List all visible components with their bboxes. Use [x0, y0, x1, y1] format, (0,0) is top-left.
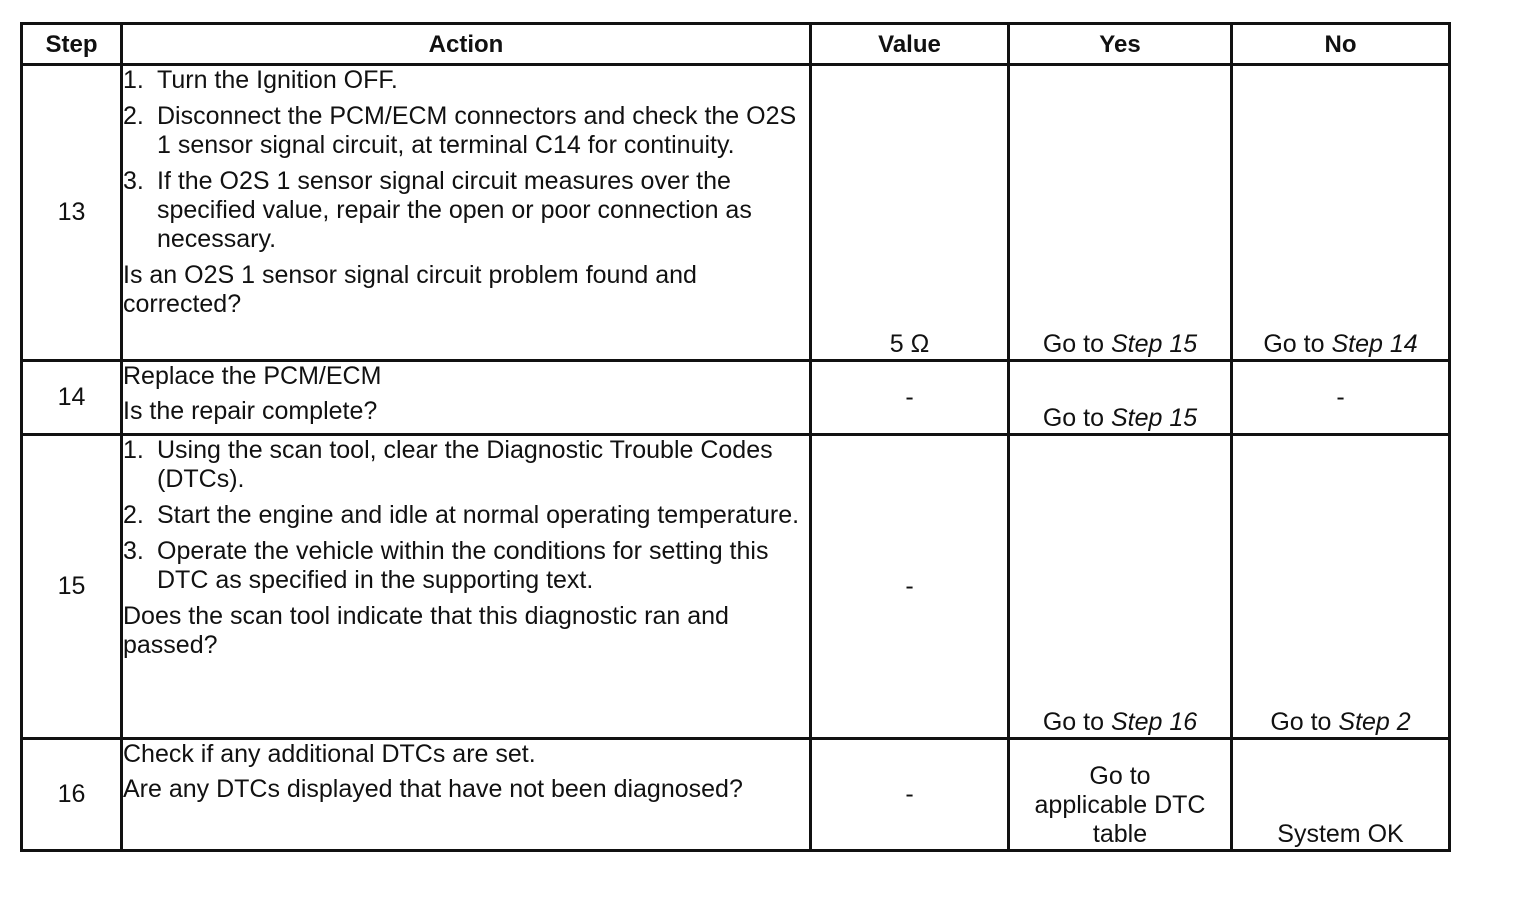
step-number: 16: [22, 739, 122, 851]
yes-step-ref: Step 16: [1110, 708, 1198, 736]
diagnostic-table: [20, 22, 1451, 852]
list-item: 3. Operate the vehicle within the conditions for setting this DTC as specified in the supporting text.: [123, 537, 769, 594]
list-item: 1. Using the scan tool, clear the Diagnostic Trouble Codes (DTCs).: [123, 436, 773, 493]
step-number: 13: [22, 65, 122, 361]
table-row-step-15: [22, 435, 1450, 739]
action-cell: [122, 361, 811, 435]
yes-cell: [1009, 361, 1232, 435]
step-number: 15: [22, 435, 122, 739]
action-list: [123, 66, 809, 254]
no-prefix: Go to: [1263, 330, 1332, 358]
list-item: 2. Start the engine and idle at normal operating temperature.: [123, 501, 800, 529]
no-cell: System OK: [1232, 739, 1450, 851]
action-question: Is an O2S 1 sensor signal circuit problem found and corrected?: [123, 261, 697, 318]
action-line: Check if any additional DTCs are set.: [123, 740, 536, 768]
value-cell: -: [811, 739, 1009, 851]
action-question: Does the scan tool indicate that this diagnostic ran and passed?: [123, 602, 729, 659]
yes-step-ref: Step 15: [1110, 330, 1198, 358]
yes-prefix: Go to: [1042, 708, 1111, 736]
header-value: Value: [811, 24, 1009, 65]
no-step-ref: Step 14: [1331, 330, 1418, 358]
action-line: Replace the PCM/ECM: [123, 362, 382, 390]
no-prefix: Go to: [1270, 708, 1339, 736]
header-action: Action: [122, 24, 811, 65]
no-cell: [1232, 65, 1450, 361]
yes-prefix: Go to: [1042, 404, 1111, 432]
value-cell: -: [811, 361, 1009, 435]
list-item: 2. Disconnect the PCM/ECM connectors and check the O2S 1 sensor signal circuit, at terminal C14 for continuity.: [123, 102, 797, 159]
value-cell: 5 Ω: [811, 65, 1009, 361]
yes-cell: Go to applicable DTC table: [1009, 739, 1232, 851]
table-row-step-16: [22, 739, 1450, 851]
no-step-ref: Step 2: [1338, 708, 1411, 736]
list-item: 1. Turn the Ignition OFF.: [123, 66, 398, 94]
action-question: Is the repair complete?: [123, 397, 378, 425]
header-no: No: [1232, 24, 1450, 65]
yes-prefix: Go to: [1042, 330, 1111, 358]
list-item: 3. If the O2S 1 sensor signal circuit measures over the specified value, repair the open or poor connection as necessary.: [123, 167, 752, 253]
table-header-row: [22, 24, 1450, 65]
action-cell: [122, 65, 811, 361]
yes-step-ref: Step 15: [1110, 404, 1198, 432]
action-list: [123, 436, 809, 595]
action-cell: [122, 739, 811, 851]
header-step: Step: [22, 24, 122, 65]
table-row-step-14: [22, 361, 1450, 435]
header-yes: Yes: [1009, 24, 1232, 65]
yes-cell: [1009, 435, 1232, 739]
step-number: 14: [22, 361, 122, 435]
no-cell: [1232, 435, 1450, 739]
action-cell: [122, 435, 811, 739]
yes-cell: [1009, 65, 1232, 361]
table-row-step-13: [22, 65, 1450, 361]
action-question: Are any DTCs displayed that have not been diagnosed?: [123, 775, 743, 803]
no-cell: -: [1232, 361, 1450, 435]
value-cell: -: [811, 435, 1009, 739]
